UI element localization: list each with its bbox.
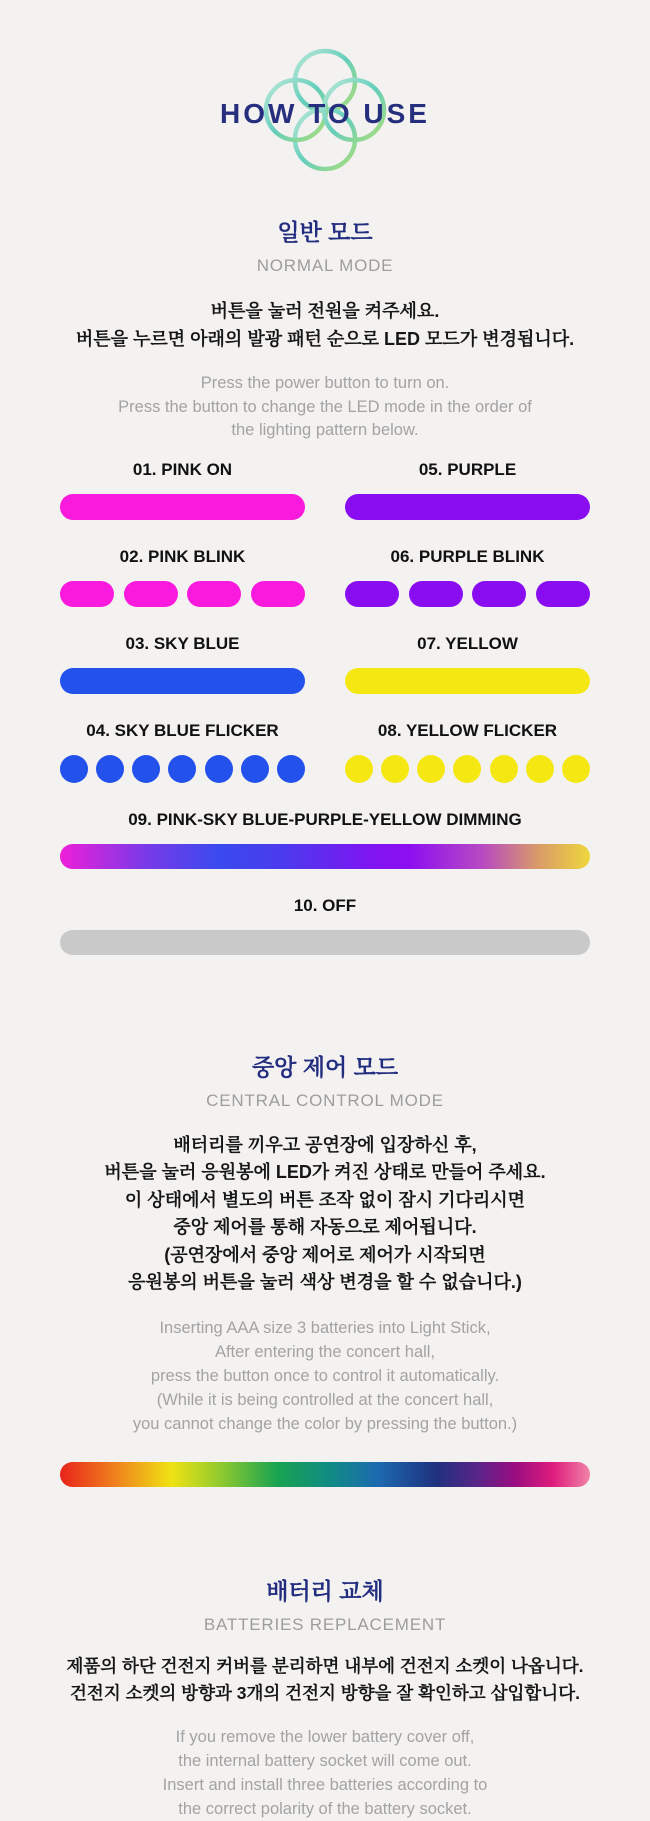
pattern-label-sky-blue-flicker: 04. SKY BLUE FLICKER [86, 720, 279, 740]
batteries-instructions-en: If you remove the lower battery cover off, the internal battery socket will come out. Insert and install three batteries according to the correct polarity of the battery socket. [162, 1727, 488, 1818]
pattern-label-yellow: 07. YELLOW [417, 633, 518, 653]
pattern-label-dimming: 09. PINK-SKY BLUE-PURPLE-YELLOW DIMMING [128, 809, 522, 829]
batteries-title-kr: 배터리 교체 [266, 1577, 384, 1604]
dimming-gradient-bar [60, 844, 590, 869]
yellow-bar [345, 668, 590, 694]
pattern-yellow-flicker [345, 721, 590, 783]
central-control-instructions-kr: 배터리를 끼우고 공연장에 입장하신 후, 버튼을 눌러 응원봉에 LED가 켜진 상태로 만들어 주세요. 이 상태에서 별도의 버튼 조작 없이 잠시 기다리시면 중앙 제어를 통해 자동으로 제어됩니다. (공연장에서 중앙 제어로 제어가 시작되면 응원봉의 버튼을 눌러 색상 변경을 할 수 없습니다.) [104, 1134, 546, 1292]
purple-bar [345, 494, 590, 520]
pink-on-bar [60, 494, 305, 520]
off-bar [60, 930, 590, 955]
section-batteries-replacement [60, 1573, 590, 1821]
pattern-label-sky-blue: 03. SKY BLUE [125, 633, 240, 653]
page-title: HOW TO USE [220, 98, 430, 129]
pattern-dimming [60, 810, 590, 869]
central-control-title-en: CENTRAL CONTROL MODE [206, 1090, 444, 1110]
pattern-label-pink-blink: 02. PINK BLINK [119, 546, 246, 566]
batteries-instructions-kr: 제품의 하단 건전지 커버를 분리하면 내부에 건전지 소켓이 나옵니다. 건전지 소켓의 방향과 3개의 건전지 방향을 잘 확인하고 삽입합니다. [66, 1655, 584, 1703]
pattern-pink-on [60, 460, 305, 520]
page-header [60, 40, 590, 180]
purple-blink-segments [345, 581, 590, 607]
normal-mode-instructions-kr: 버튼을 눌러 전원을 켜주세요. 버튼을 누르면 아래의 발광 패턴 순으로 LED 모드가 변경됩니다. [75, 301, 575, 349]
pattern-label-off: 10. OFF [293, 895, 357, 915]
normal-mode-title-kr: 일반 모드 [277, 219, 373, 245]
pattern-yellow [345, 634, 590, 694]
batteries-title-en: BATTERIES REPLACEMENT [203, 1614, 447, 1634]
pink-blink-segments [60, 581, 305, 607]
pattern-label-yellow-flicker: 08. YELLOW FLICKER [377, 720, 558, 740]
pattern-sky-blue-flicker [60, 721, 305, 783]
sky-blue-flicker-dots [60, 755, 305, 783]
section-normal-mode [60, 214, 590, 955]
yellow-flicker-dots [345, 755, 590, 783]
led-pattern-grid [60, 460, 590, 955]
pattern-sky-blue [60, 634, 305, 694]
pattern-off [60, 896, 590, 955]
pattern-label-purple-blink: 06. PURPLE BLINK [390, 546, 545, 566]
pattern-pink-blink [60, 547, 305, 607]
pattern-label-purple: 05. PURPLE [418, 459, 517, 479]
central-control-title-kr: 중앙 제어 모드 [251, 1053, 399, 1080]
central-control-instructions-en: Inserting AAA size 3 batteries into Light Stick, After entering the concert hall, press the button once to control it automatically. (While it is being controlled at the concert hall, you cannot change the color by pressing the button.) [132, 1318, 518, 1433]
pattern-purple [345, 460, 590, 520]
pattern-label-pink-on: 01. PINK ON [132, 459, 233, 479]
section-central-control [60, 1049, 590, 1487]
rainbow-gradient-bar [60, 1462, 590, 1487]
sky-blue-bar [60, 668, 305, 694]
normal-mode-title-en: NORMAL MODE [256, 256, 394, 275]
normal-mode-instructions-en: Press the power button to turn on. Press the button to change the LED mode in the order of the lighting pattern below. [118, 374, 532, 439]
pattern-purple-blink [345, 547, 590, 607]
